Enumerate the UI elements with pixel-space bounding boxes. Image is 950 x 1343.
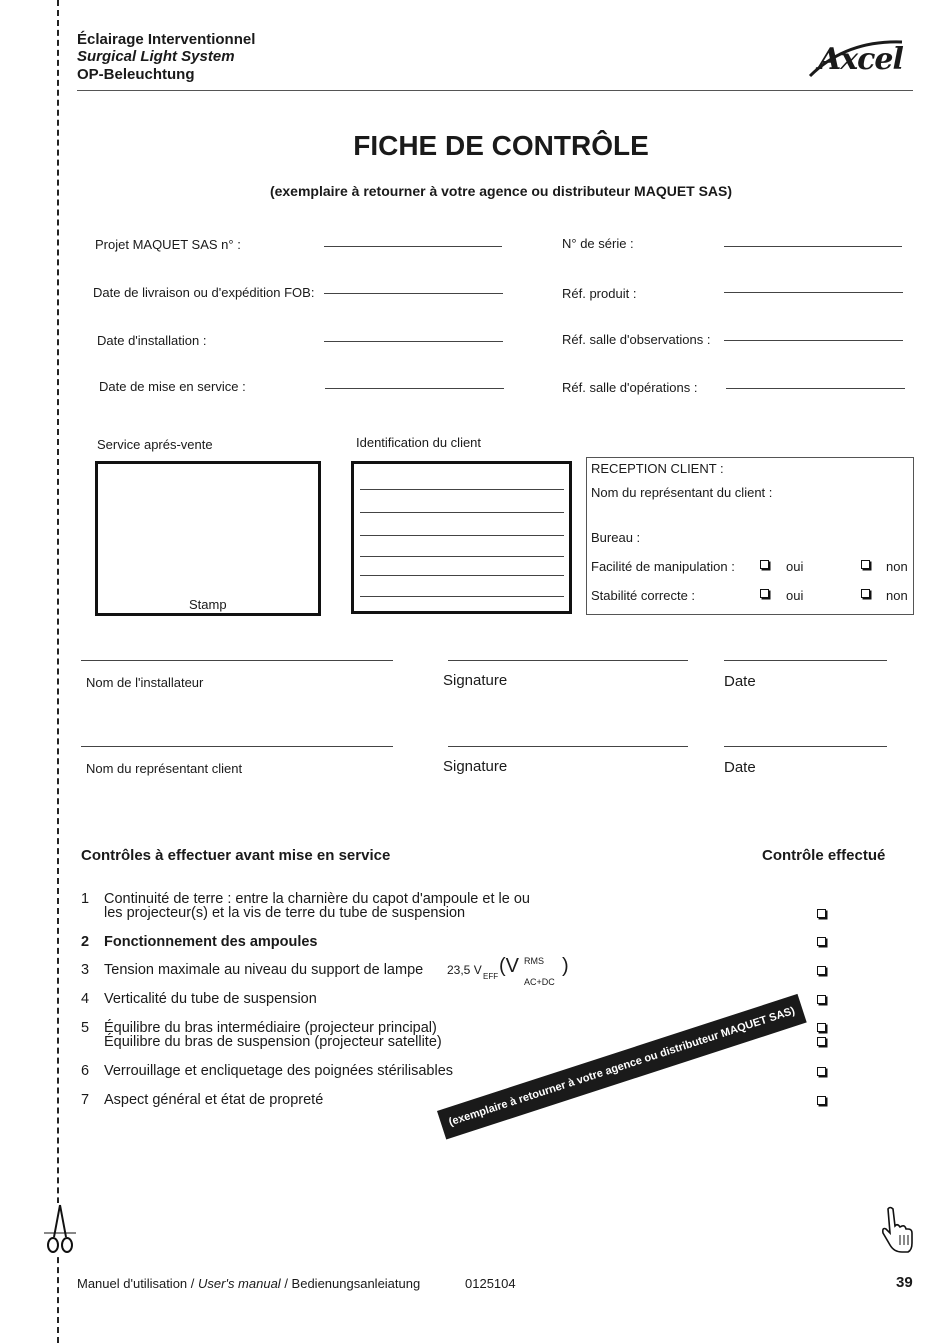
client-rep-signature-label: Signature [443, 758, 508, 775]
header-title-de: OP-Beleuchtung [77, 66, 195, 83]
controls-done-heading: Contrôle effectué [762, 847, 886, 864]
client-id-label: Identification du client [356, 435, 482, 450]
client-id-line[interactable] [360, 535, 564, 536]
client-rep-name-label: Nom du représentant client [86, 761, 243, 776]
facilite-oui-label: oui [786, 559, 804, 574]
client-id-line[interactable] [360, 489, 564, 490]
control-item-number: 2 [81, 934, 90, 950]
control-item-number: 4 [81, 991, 90, 1007]
voltage-close: ) [562, 955, 569, 977]
control-item-text: Continuité de terre : entre la charnière du capot d'ampoule et le ou [104, 891, 530, 907]
client-id-box[interactable] [351, 461, 572, 614]
voltage-open: (V [499, 955, 519, 977]
client-id-line[interactable] [360, 575, 564, 576]
control-item-number: 1 [81, 891, 90, 907]
installer-name-line[interactable] [81, 660, 393, 661]
installer-date-label: Date [724, 673, 756, 690]
field-label-mise-en-service: Date de mise en service : [99, 379, 246, 394]
field-line-ref-produit[interactable] [724, 292, 903, 293]
client-rep-date-label: Date [724, 759, 756, 776]
voltage-value: 23,5 V [447, 963, 482, 977]
field-line-serie[interactable] [724, 246, 902, 247]
field-label-ref-operations: Réf. salle d'opérations : [562, 380, 698, 395]
control-item-text: les projecteur(s) et la vis de terre du tube de suspension [104, 905, 466, 921]
header-title-en: Surgical Light System [77, 48, 235, 65]
field-label-ref-produit: Réf. produit : [562, 286, 637, 301]
facilite-non-checkbox[interactable] [861, 560, 870, 569]
voltage-acdc: AC+DC [524, 977, 555, 987]
reception-bureau-label: Bureau : [591, 530, 641, 545]
field-line-projet[interactable] [324, 246, 502, 247]
control-item-checkbox[interactable] [817, 1096, 826, 1105]
control-item-checkbox[interactable] [817, 909, 826, 918]
scissors-icon [44, 1203, 76, 1255]
reception-rep-label: Nom du représentant du client : [591, 485, 773, 500]
stabilite-label: Stabilité correcte : [591, 588, 696, 603]
facilite-label: Facilité de manipulation : [591, 559, 735, 574]
page-title: FICHE DE CONTRÔLE [353, 130, 649, 161]
footer-manual-fr: Manuel d'utilisation / [77, 1276, 195, 1291]
stamp-label: Stamp [189, 597, 227, 612]
footer-manual-de: / Bedienungsanleiatung [284, 1276, 421, 1291]
field-label-livraison: Date de livraison ou d'expédition FOB: [93, 285, 315, 300]
header-title-fr: Éclairage Interventionnel [77, 31, 256, 48]
installer-signature-label: Signature [443, 672, 508, 689]
stabilite-oui-checkbox[interactable] [760, 589, 769, 598]
cut-line [57, 0, 59, 1343]
control-item-checkbox[interactable] [817, 995, 826, 1004]
return-banner: (exemplaire à retourner à votre agence ou distributeur MAQUET SAS) [437, 994, 807, 1140]
voltage-rms: RMS [524, 956, 544, 966]
control-item-checkbox[interactable] [817, 1037, 826, 1046]
control-item-text: Équilibre du bras de suspension (projecteur satellite) [104, 1034, 442, 1050]
page-subtitle: (exemplaire à retourner à votre agence ou distributeur MAQUET SAS) [269, 183, 733, 199]
hand-pointer-icon [880, 1205, 914, 1255]
installer-date-line[interactable] [724, 660, 887, 661]
controls-heading: Contrôles à effectuer avant mise en service [81, 847, 391, 864]
field-label-installation: Date d'installation : [97, 333, 207, 348]
stabilite-oui-label: oui [786, 588, 804, 603]
control-item-checkbox[interactable] [817, 937, 826, 946]
field-line-installation[interactable] [324, 341, 503, 342]
facilite-non-label: non [886, 559, 908, 574]
client-id-line[interactable] [360, 556, 564, 557]
header-rule [77, 90, 913, 91]
page-number: 39 [896, 1274, 913, 1291]
stabilite-non-label: non [886, 588, 908, 603]
field-line-mise-en-service[interactable] [325, 388, 504, 389]
reception-title: RECEPTION CLIENT : [591, 461, 724, 476]
footer-manual-en: User's manual [198, 1276, 281, 1291]
field-line-ref-observations[interactable] [724, 340, 903, 341]
control-item-text: Aspect général et état de propreté [104, 1092, 324, 1108]
client-rep-signature-line[interactable] [448, 746, 688, 747]
field-label-projet: Projet MAQUET SAS n° : [95, 237, 241, 252]
control-item-text: Équilibre du bras intermédiaire (projecteur principal) [104, 1020, 437, 1036]
footer-code: 0125104 [465, 1276, 516, 1291]
control-item-number: 7 [81, 1092, 90, 1108]
control-item-number: 6 [81, 1063, 90, 1079]
control-item-number: 5 [81, 1020, 90, 1036]
client-id-line[interactable] [360, 596, 564, 597]
field-line-livraison[interactable] [324, 293, 503, 294]
field-line-ref-operations[interactable] [726, 388, 905, 389]
control-item-number: 3 [81, 962, 90, 978]
stabilite-non-checkbox[interactable] [861, 589, 870, 598]
client-rep-date-line[interactable] [724, 746, 887, 747]
axcel-logo: Axcel [806, 36, 912, 80]
control-item-checkbox[interactable] [817, 1023, 826, 1032]
installer-name-label: Nom de l'installateur [86, 675, 204, 690]
field-label-ref-observations: Réf. salle d'observations : [562, 332, 711, 347]
facilite-oui-checkbox[interactable] [760, 560, 769, 569]
control-item-checkbox[interactable] [817, 1067, 826, 1076]
control-item-text: Fonctionnement des ampoules [104, 934, 318, 950]
client-rep-name-line[interactable] [81, 746, 393, 747]
field-label-serie: N° de série : [562, 236, 634, 251]
footer-manual [77, 1276, 420, 1291]
stamp-box[interactable] [95, 461, 321, 616]
control-item-checkbox[interactable] [817, 966, 826, 975]
control-item-text: Tension maximale au niveau du support de lampe [104, 962, 424, 978]
voltage-eff: EFF [483, 972, 499, 981]
client-id-line[interactable] [360, 512, 564, 513]
control-item-text: Verrouillage et encliquetage des poignées stérilisables [104, 1063, 454, 1079]
installer-signature-line[interactable] [448, 660, 688, 661]
control-item-text: Verticalité du tube de suspension [104, 991, 317, 1007]
service-label: Service aprés-vente [97, 437, 213, 452]
